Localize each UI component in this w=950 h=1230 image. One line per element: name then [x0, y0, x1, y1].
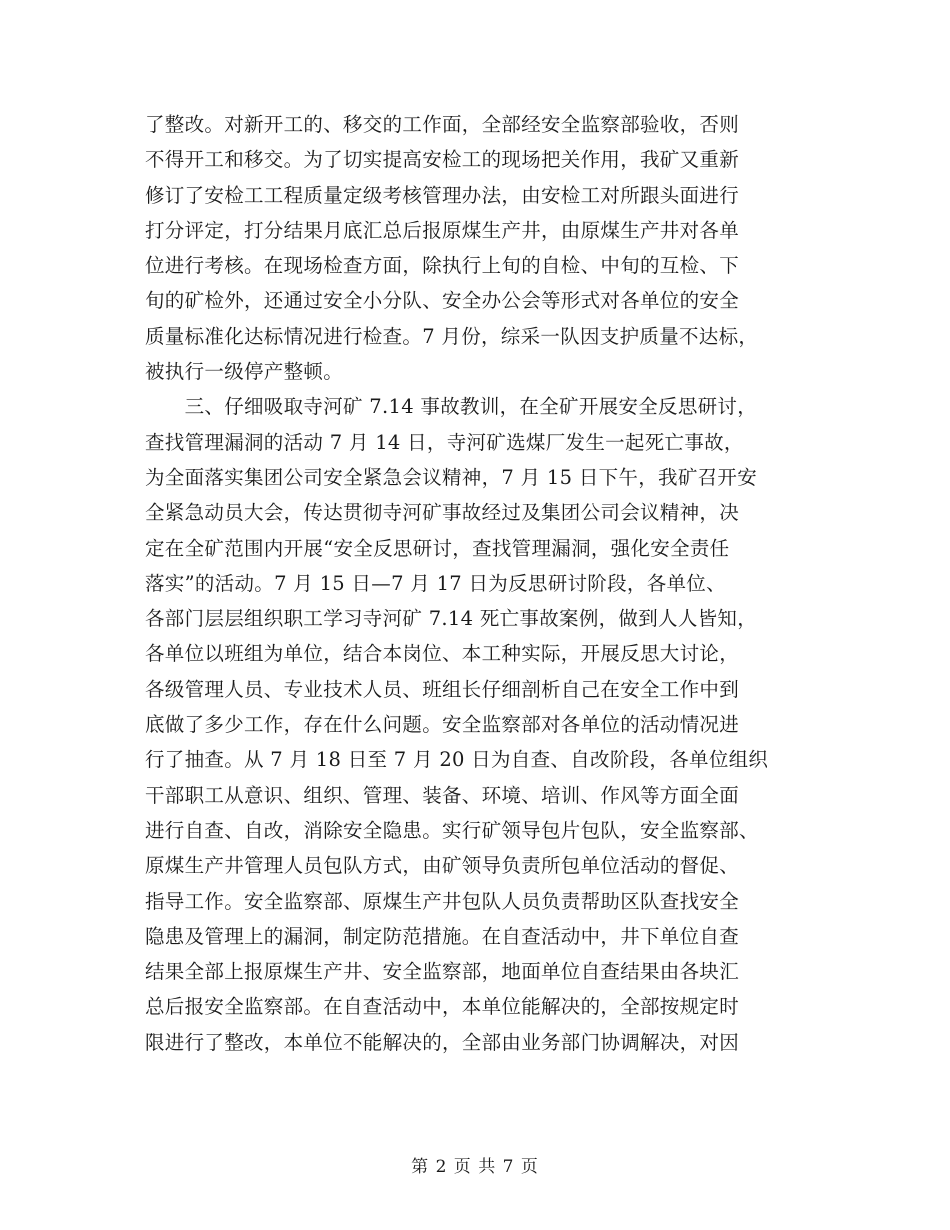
text-line: 位进行考核。在现场检查方面，除执行上旬的自检、中旬的互检、下: [145, 254, 740, 278]
text-line: 质量标准化达标情况进行检查。7 月份，综采一队因支护质量不达标，: [145, 324, 759, 348]
text-line: 结果全部上报原煤生产井、安全监察部，地面单位自查结果由各块汇: [145, 960, 740, 984]
text-line: 为全面落实集团公司安全紧急会议精神，7 月 15 日下午，我矿召开安: [145, 465, 758, 489]
page-number-footer: 第 2 页 共 7 页: [411, 1157, 539, 1177]
text-line: 进行自查、自改，消除安全隐患。实行矿领导包片包队，安全监察部、: [145, 818, 759, 842]
text-line: 总后报安全监察部。在自查活动中，本单位能解决的，全部按规定时: [145, 995, 740, 1019]
text-line: 干部职工从意识、组织、管理、装备、环境、培训、作风等方面全面: [145, 783, 740, 807]
body-text: [145, 107, 805, 1060]
text-line: 指导工作。安全监察部、原煤生产井包队人员负责帮助区队查找安全: [145, 889, 740, 913]
text-line: 打分评定，打分结果月底汇总后报原煤生产井，由原煤生产井对各单: [145, 218, 740, 242]
text-line: 查找管理漏洞的活动 7 月 14 日，寺河矿选煤厂发生一起死亡事故，: [145, 430, 744, 454]
text-line: 各级管理人员、专业技术人员、班组长仔细剖析自己在安全工作中到: [145, 677, 740, 701]
text-line: 被执行一级停产整顿。: [145, 360, 344, 384]
text-line: 限进行了整改，本单位不能解决的，全部由业务部门协调解决，对因: [145, 1030, 740, 1054]
text-line: 修订了安检工工程质量定级考核管理办法，由安检工对所跟头面进行: [145, 183, 740, 207]
text-line: 全紧急动员大会，传达贯彻寺河矿事故经过及集团公司会议精神，决: [145, 501, 740, 525]
text-line: 底做了多少工作，存在什么问题。安全监察部对各单位的活动情况进: [145, 713, 740, 737]
text-line: 三、仔细吸取寺河矿 7.14 事故教训，在全矿开展安全反思研讨，: [145, 395, 758, 419]
text-line: 旬的矿检外，还通过安全小分队、安全办公会等形式对各单位的安全: [145, 289, 740, 313]
text-line: 原煤生产井管理人员包队方式，由矿领导负责所包单位活动的督促、: [145, 854, 740, 878]
text-line: 行了抽查。从 7 月 18 日至 7 月 20 日为自查、自改阶段，各单位组织: [145, 748, 769, 772]
text-line: 各部门层层组织职工学习寺河矿 7.14 死亡事故案例，做到人人皆知，: [145, 607, 758, 631]
text-line: 落实”的活动。7 月 15 日—7 月 17 日为反思研讨阶段，各单位、: [145, 571, 726, 595]
text-line: 了整改。对新开工的、移交的工作面，全部经安全监察部验收，否则: [145, 113, 740, 136]
text-line: 隐患及管理上的漏洞，制定防范措施。在自查活动中，井下单位自查: [145, 924, 740, 948]
text-line: 定在全矿范围内开展“安全反思研讨，查找管理漏洞，强化安全责任: [145, 536, 730, 560]
text-line: 各单位以班组为单位，结合本岗位、本工种实际，开展反思大讨论，: [145, 642, 740, 666]
text-line: 不得开工和移交。为了切实提高安检工的现场把关作用，我矿又重新: [145, 148, 740, 172]
